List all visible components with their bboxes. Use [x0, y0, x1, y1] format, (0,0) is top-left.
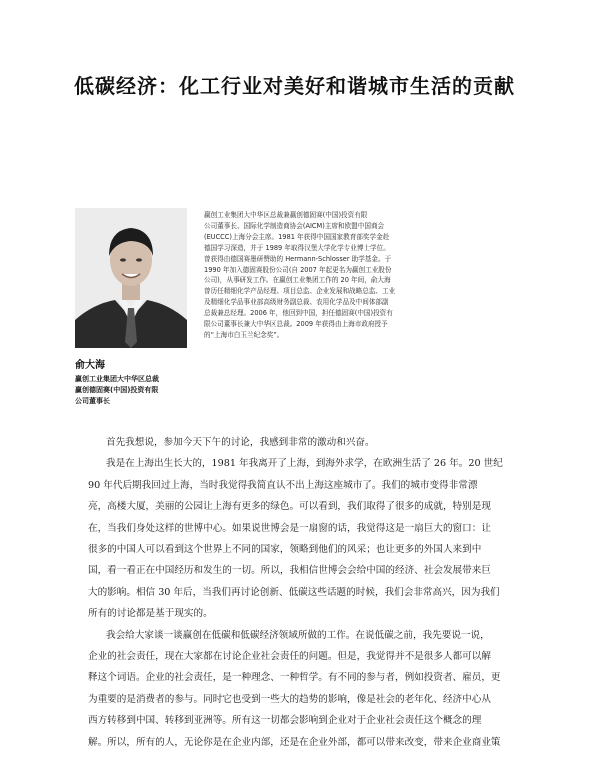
body-line: 亮，高楼大厦，美丽的公园让上海有更多的绿色。可以看到，我们取得了很多的成就，特别是现 [88, 501, 491, 513]
bio-line: 公司董事长、国际化学制造商协会(AICM)主席和欧盟中国商会 [204, 221, 385, 230]
body-line: 我会给大家谈一谈赢创在低碳和低碳经济领域所做的工作。在说低碳之前，我先要说一说， [106, 629, 490, 641]
body-line: 很多的中国人可以看到这个世界上不同的国家，领略到他们的风采；也让更多的外国人来到中 [88, 544, 482, 556]
article-body [88, 432, 528, 753]
bio-line: 的“上海市白玉兰纪念奖”。 [204, 330, 284, 339]
body-line: 我是在上海出生长大的，1981 年我离开了上海，到海外求学，在欧洲生活了 26 年。20 世纪 [106, 458, 503, 470]
speaker-name: 俞大海 [75, 360, 105, 371]
body-line: 首先我想说，参加今天下午的讨论，我感到非常的激动和兴奋。 [106, 437, 375, 448]
body-line: 企业的社会责任，现在大家都在讨论企业社会责任的问题。但是，我觉得并不是很多人都可以解 [88, 651, 491, 663]
body-line: 大的影响。相信 30 年后，当我们再讨论创新、低碳这些话题的时候，我们会非常高兴，因为我们 [88, 586, 500, 598]
speaker-portrait [75, 208, 187, 348]
speaker-role-line: 赢创德固赛(中国)投资有限 [75, 386, 159, 394]
bio-line: 及精细化学品事业部高级财务副总裁、农用化学品及中间体部副 [204, 298, 389, 307]
body-line: 所有的讨论都是基于现实的。 [88, 608, 213, 620]
article-title: 低碳经济：化工行业对美好和谐城市生活的贡献 [74, 74, 515, 98]
body-line: 为重要的是消费者的参与。同时它也受到一些大的趋势的影响，像是社会的老年化、经济中心从 [88, 693, 491, 705]
bio-line: 1990 年加入德固赛股份公司(自 2007 年起更名为赢创工业股份 [204, 265, 392, 274]
portrait-image [75, 208, 187, 348]
bio-line: 总裁兼总经理。2006 年，他回到中国，担任德固赛(中国)投资有 [204, 309, 393, 318]
bio-line: 曾历任精细化学产品经理、项目总监、企业发展和战略总监、工业 [204, 287, 396, 296]
body-line: 90 年代后期我回过上海，当时我觉得我简直认不出上海这座城市了。我们的城市变得非常漂 [88, 479, 478, 491]
bio-line: 赢创工业集团大中华区总裁兼赢创德固赛(中国)投资有限 [204, 211, 368, 219]
body-line: 国，看一看正在中国经历和发生的一切。所以，我相信世博会会给中国的经济、社会发展带来巨 [88, 565, 491, 577]
body-line: 释这个词语。企业的社会责任，是一种理念、一种哲学。有不同的参与者，例如投资者、雇员，更 [88, 672, 501, 684]
body-line: 西方转移到中国、转移到亚洲等。所有这一切都会影响到企业对于企业社会责任这个概念的理 [88, 715, 482, 727]
bio-line: 德国学习深造，并于 1989 年取得汉堡大学化学专业博士学位。 [204, 243, 390, 252]
speaker-role-line: 赢创工业集团大中华区总裁 [75, 375, 159, 383]
speaker-bio [204, 210, 494, 341]
speaker-role [75, 374, 200, 407]
body-line: 在，当我们身处这样的世博中心。如果说世博会是一扇窗的话，我觉得这是一扇巨大的窗口：让 [88, 522, 491, 534]
bio-line: 限公司董事长兼大中华区总裁。2009 年获得由上海市政府授予 [204, 320, 388, 329]
body-line: 解。所以，所有的人，无论你是在企业内部，还是在企业外部，都可以带来改变，带来企业商业策 [88, 736, 501, 748]
bio-line: (EUCCC)上海分会主席。1981 年获得中国国家教育部奖学金赴 [204, 232, 390, 241]
bio-line: 曾获得由德国赛墨研赞助的 Hermann-Schlosser 助学基金。于 [204, 254, 392, 263]
speaker-role-line: 公司董事长 [75, 397, 110, 405]
bio-line: 公司)，从事研发工作。在赢创工业集团工作的 20 年间，俞大海 [204, 276, 391, 285]
